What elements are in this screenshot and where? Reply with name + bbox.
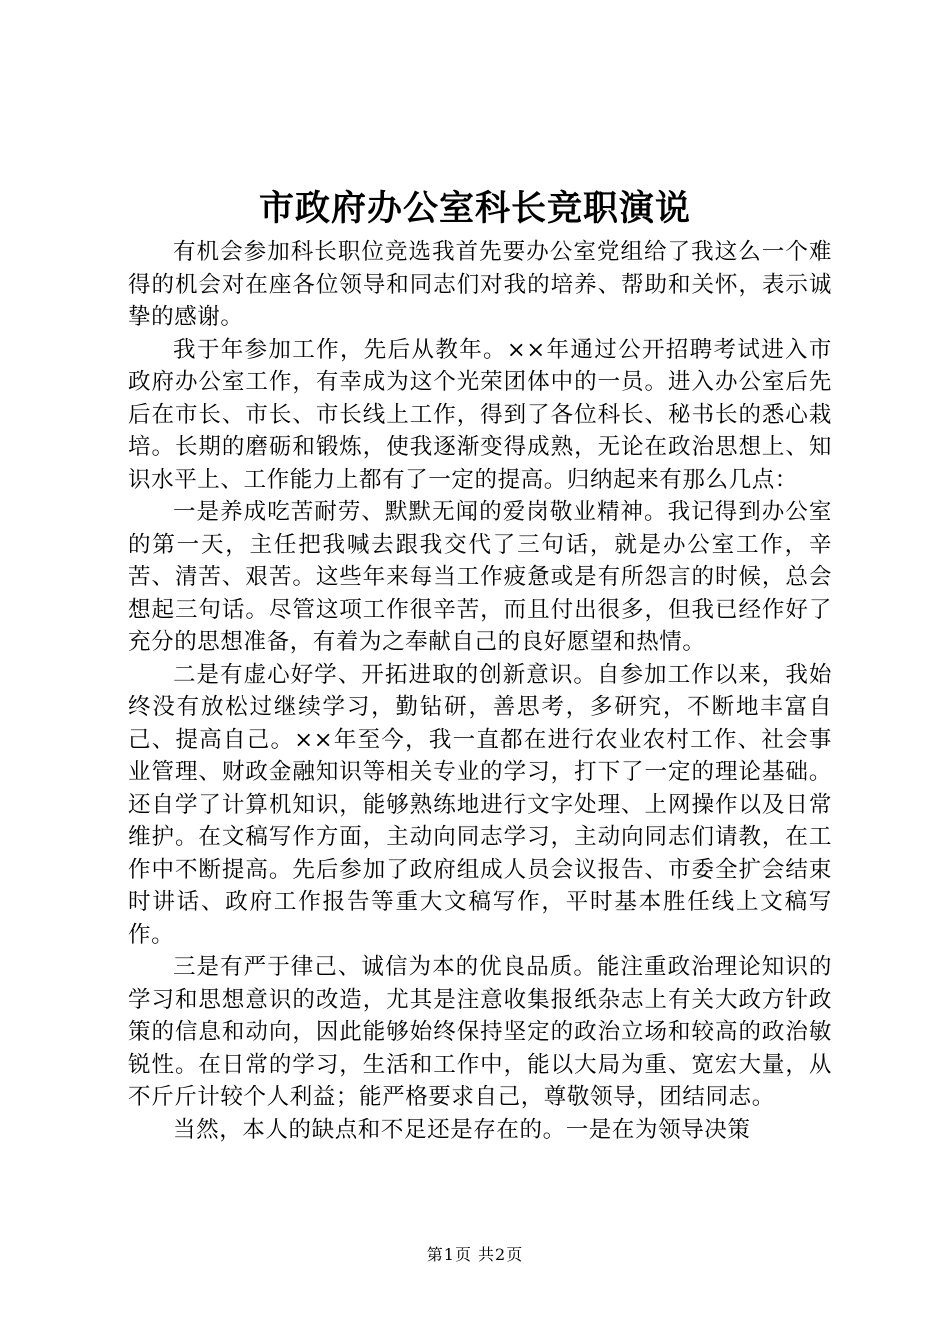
document-title: 市政府办公室科长竞职演说	[258, 188, 691, 229]
paragraph-1: 有机会参加科长职位竞选我首先要办公室党组给了我这么一个难得的机会对在座各位领导和同志们对我的培养、帮助和关怀，表示诚挚的感谢。	[128, 239, 832, 330]
document-body	[128, 236, 832, 1146]
paragraph-5: 三是有严于律己、诚信为本的优良品质。能注重政治理论知识的学习和思想意识的改造，尤其是注意收集报纸杂志上有关大政方针政策的信息和动向，因此能够始终保持坚定的政治立场和较高的政治敏锐性。在日常的学习，生活和工作中，能以大局为重、宽宏大量，从不斤斤计较个人利益；能严格要求自己，尊敬领导，团结同志。	[128, 954, 832, 1110]
paragraph-2: 我于年参加工作，先后从教年。××年通过公开招聘考试进入市政府办公室工作，有幸成为这个光荣团体中的一员。进入办公室后先后在市长、市长、市长线上工作，得到了各位科长、秘书长的悉心栽培。长期的磨砺和锻炼，使我逐渐变得成熟，无论在政治思想上、知识水平上、工作能力上都有了一定的提高。归纳起来有那么几点：	[128, 336, 832, 493]
paragraph-6: 当然，本人的缺点和不足还是存在的。一是在为领导决策	[173, 1116, 751, 1143]
paragraph-3: 一是养成吃苦耐劳、默默无闻的爱岗敬业精神。我记得到办公室的第一天，主任把我喊去跟我交代了三句话，就是办公室工作，辛苦、清苦、艰苦。这些年来每当工作疲惫或是有所怨言的时候，总会想起三句话。尽管这项工作很辛苦，而且付出很多，但我已经作好了充分的思想准备，有着为之奉献自己的良好愿望和热情。	[128, 499, 832, 655]
paragraph-4: 二是有虚心好学、开拓进取的创新意识。自参加工作以来，我始终没有放松过继续学习，勤钻研，善思考，多研究，不断地丰富自己、提高自己。××年至今，我一直都在进行农业农村工作、社会事业管理、财政金融知识等相关专业的学习，打下了一定的理论基础。还自学了计算机知识，能够熟练地进行文字处理、上网操作以及日常维护。在文稿写作方面，主动向同志学习，主动向同志们请教，在工作中不断提高。先后参加了政府组成人员会议报告、市委全扩会结束时讲话、政府工作报告等重大文稿写作，平时基本胜任线上文稿写作。	[128, 661, 832, 948]
page-number-footer: 第1页 共2页	[426, 1245, 524, 1264]
